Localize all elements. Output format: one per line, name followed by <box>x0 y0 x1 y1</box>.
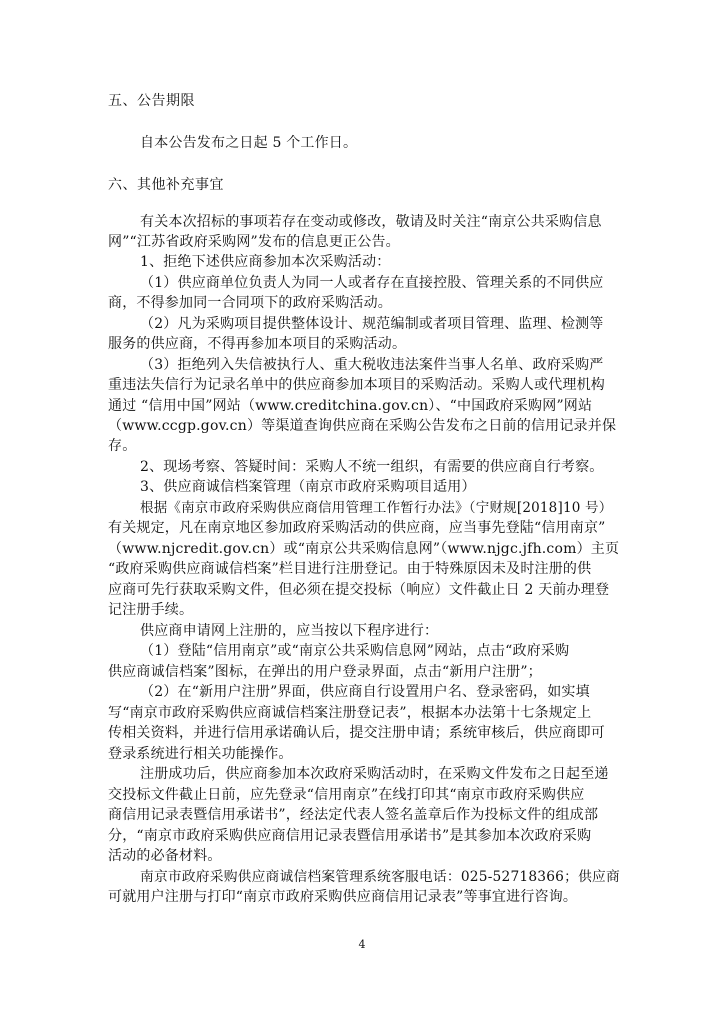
paragraph-line: 1、拒绝下述供应商参加本次采购活动： <box>140 254 391 270</box>
paragraph-line: （1）供应商单位负责人为同一人或者存在直接控股、管理关系的不同供应 <box>140 275 604 291</box>
paragraph-line: 登录系统进行相关功能操作。 <box>108 746 293 762</box>
paragraph-line: 分，“南京市政府采购供应商信用记录表暨信用承诺书”是其参加本次政府采购 <box>108 828 592 844</box>
paragraph-line: 根据《南京市政府采购供应商信用管理工作暂行办法》（宁财规[2018]10 号） <box>140 500 613 516</box>
paragraph-line: 写“南京市政府采购供应商诚信档案注册登记表”，根据本办法第十七条规定上 <box>108 705 592 721</box>
paragraph-line: 南京市政府采购供应商诚信档案管理系统客服电话：025-52718366；供应商 <box>140 869 620 885</box>
paragraph-line: （1）登陆“信用南京”或“南京公共采购信息网”网站，点击“政府采购 <box>140 643 570 659</box>
paragraph-line: （2）在“新用户注册”界面，供应商自行设置用户名、登录密码，如实填 <box>140 684 590 700</box>
paragraph-line: 有关本次招标的事项若存在变动或修改，敬请及时关注“南京公共采购信息 <box>140 214 602 230</box>
section-heading-announcement-period: 五、公告期限 <box>108 93 195 109</box>
page-number: 4 <box>358 938 366 951</box>
paragraph-line: 供应商诚信档案”图标，在弹出的用户登录界面，点击“新用户注册”； <box>108 664 542 680</box>
paragraph-line: “政府采购供应商诚信档案”栏目进行注册登记。由于特殊原因未及时注册的供 <box>108 561 592 577</box>
paragraph-line: 交投标文件截止日前，应先登录“信用南京”在线打印其“南京市政府采购供应 <box>108 787 585 803</box>
paragraph-line: 活动的必备材料。 <box>108 848 222 864</box>
paragraph-line: 3、供应商诚信档案管理（南京市政府采购项目适用） <box>140 479 476 495</box>
paragraph-line: 商信用记录表暨信用承诺书”，经法定代表人签名盖章后作为投标文件的组成部 <box>108 807 599 823</box>
announcement-period-text: 自本公告发布之日起 5 个工作日。 <box>140 135 358 151</box>
paragraph-line: 供应商申请网上注册的，应当按以下程序进行： <box>140 623 439 639</box>
paragraph-line: 存。 <box>108 438 137 454</box>
paragraph-line: （3）拒绝列入失信被执行人、重大税收违法案件当事人名单、政府采购严 <box>140 357 604 373</box>
paragraph-line: 2、现场考察、答疑时间：采购人不统一组织，有需要的供应商自行考察。 <box>140 459 604 475</box>
paragraph-line: 注册成功后，供应商参加本次政府采购活动时，在采购文件发布之日起至递 <box>140 766 609 782</box>
paragraph-line: （www.njcredit.gov.cn）或“南京公共采购信息网”（www.njgc.jfh.com）主页 <box>108 541 620 557</box>
paragraph-line: 服务的供应商，不得再参加本项目的采购活动。 <box>108 336 407 352</box>
paragraph-line: （2）凡为采购项目提供整体设计、规范编制或者项目管理、监理、检测等 <box>140 316 604 332</box>
paragraph-line: （www.ccgp.gov.cn）等渠道查询供应商在采购公告发布之日前的信用记录并保 <box>108 418 617 434</box>
paragraph-line: 重违法失信行为记录名单中的供应商参加本项目的采购活动。采购人或代理机构 <box>108 377 605 393</box>
paragraph-line: 通过 “信用中国”网站（www.creditchina.gov.cn）、“中国政府采购网”网站 <box>108 398 593 414</box>
paragraph-line: 有关规定，凡在南京地区参加政府采购活动的供应商，应当事先登陆“信用南京” <box>108 520 606 536</box>
paragraph-line: 应商可先行获取采购文件，但必须在提交投标（响应）文件截止日 2 天前办理登 <box>108 582 610 598</box>
section-heading-supplementary-matters: 六、其他补充事宜 <box>108 177 224 193</box>
paragraph-line: 网”“江苏省政府采购网”发布的信息更正公告。 <box>108 234 400 250</box>
paragraph-line: 记注册手续。 <box>108 602 194 618</box>
paragraph-line: 可就用户注册与打印“南京市政府采购供应商信用记录表”等事宜进行咨询。 <box>108 889 578 905</box>
paragraph-line: 传相关资料，并进行信用承诺确认后，提交注册申请；系统审核后，供应商即可 <box>108 725 605 741</box>
paragraph-line: 商，不得参加同一合同项下的政府采购活动。 <box>108 295 392 311</box>
